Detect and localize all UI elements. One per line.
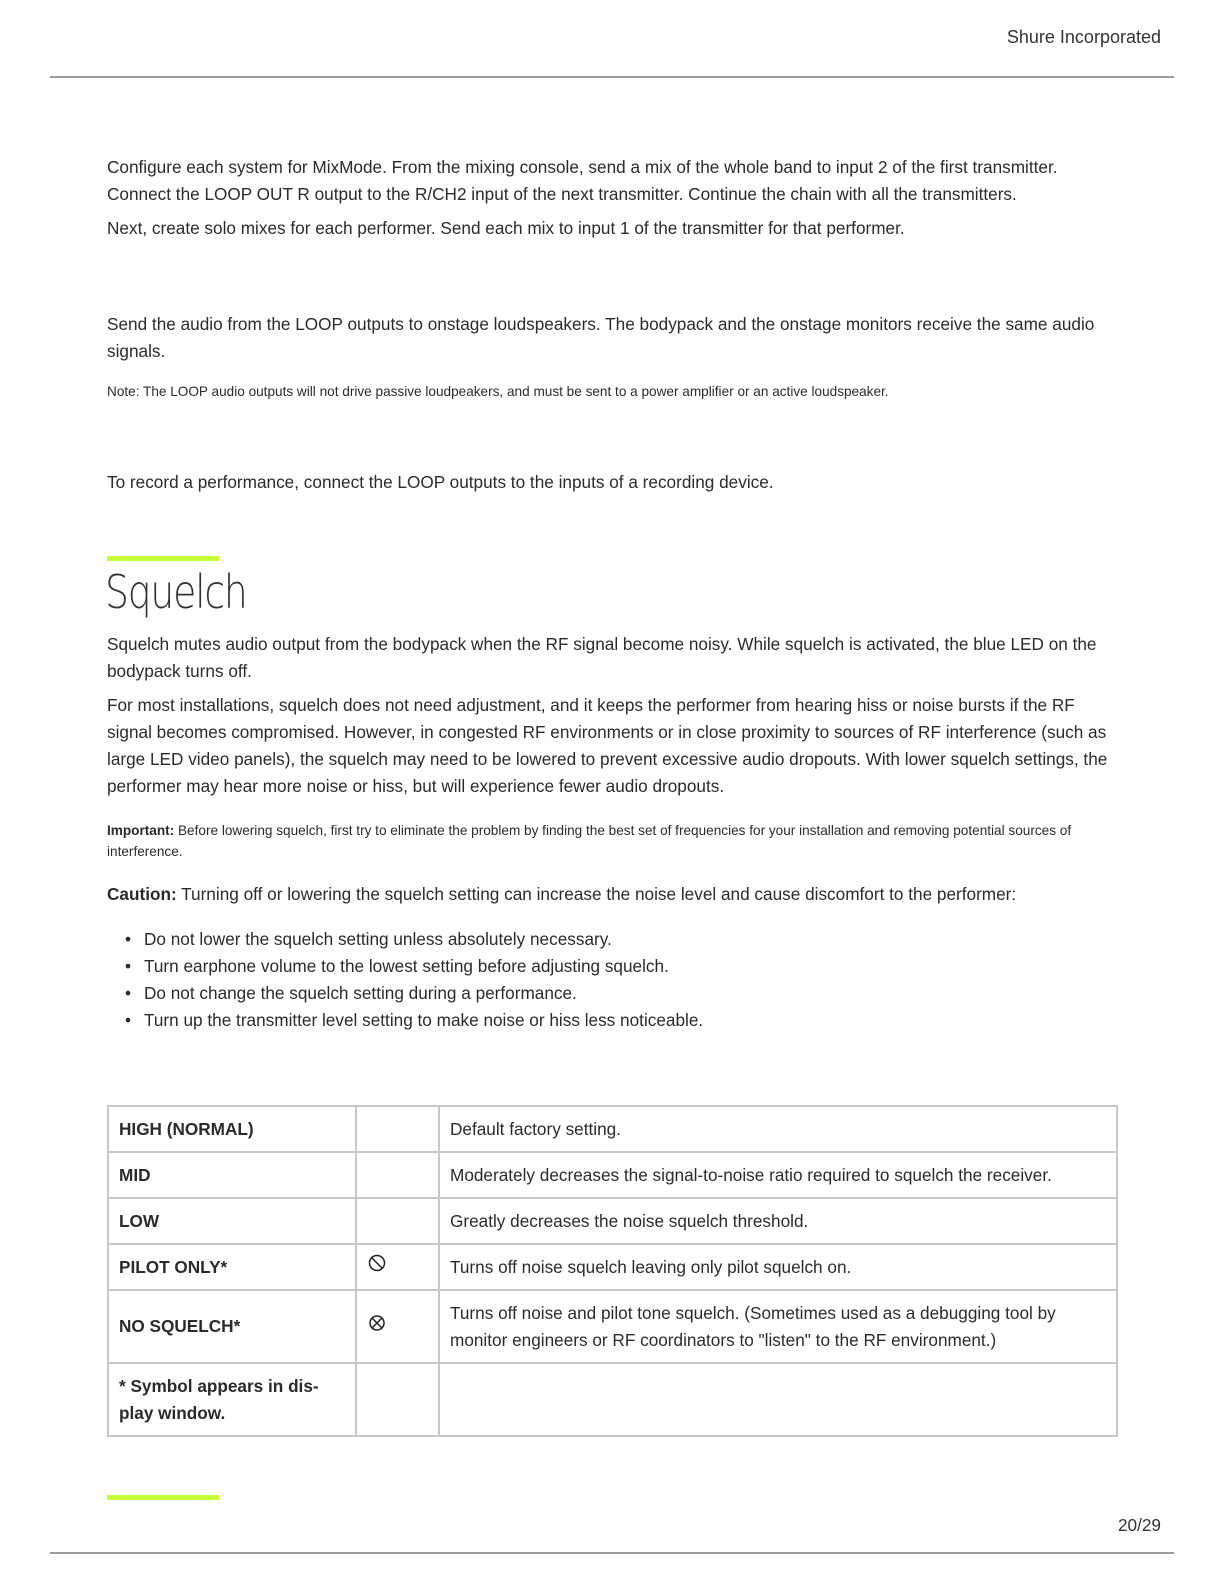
next-section-accent-bar [107, 1495, 219, 1500]
intro-text-4: To record a performance, connect the LOOP outputs to the inputs of a recording device. [107, 472, 774, 492]
caution-list [107, 926, 1117, 1034]
intro-paragraph-4 [107, 469, 1117, 496]
table-cell-description: Greatly decreases the noise squelch threshold. [439, 1198, 1117, 1244]
table-cell-symbol [356, 1198, 439, 1244]
list-item-text: Turn earphone volume to the lowest setting before adjusting squelch. [144, 956, 669, 976]
table-row [108, 1244, 1117, 1290]
intro-paragraph-1 [107, 154, 1117, 208]
intro-paragraph-2 [107, 215, 1117, 242]
list-item [107, 1007, 1117, 1034]
section-accent-bar [107, 556, 219, 561]
no-squelch-icon [367, 1313, 387, 1333]
table-cell-setting: PILOT ONLY* [108, 1244, 356, 1290]
pilot-only-icon [367, 1253, 387, 1273]
table-row [108, 1290, 1117, 1363]
table-cell-description: Default factory setting. [439, 1106, 1117, 1152]
intro-text-3: Send the audio from the LOOP outputs to onstage loudspeakers. The bodypack and the onstage monitors receive the same audio signals. [107, 314, 1095, 361]
list-item [107, 953, 1117, 980]
squelch-paragraph-1 [107, 631, 1117, 685]
caution-text: Turning off or lowering the squelch setting can increase the noise level and cause discomfort to the performer: [176, 884, 1017, 904]
table-cell-setting: HIGH (NORMAL) [108, 1106, 356, 1152]
table-row [108, 1198, 1117, 1244]
header-rule [50, 76, 1174, 78]
squelch-paragraph-2 [107, 692, 1117, 800]
table-cell-symbol [356, 1152, 439, 1198]
squelch-text-1: Squelch mutes audio output from the bodypack when the RF signal become noisy. While squelch is activated, the blue LED on the bodypack turns off. [107, 634, 1097, 681]
list-item-text: Turn up the transmitter level setting to make noise or hiss less noticeable. [144, 1010, 704, 1030]
important-text: Before lowering squelch, first try to eliminate the problem by finding the best set of frequencies for your installation and removing potential sources of interference. [107, 823, 1072, 859]
intro-text-2: Next, create solo mixes for each performer. Send each mix to input 1 of the transmitter for that performer. [107, 218, 905, 238]
table-cell-symbol [356, 1244, 439, 1290]
table-cell-setting: MID [108, 1152, 356, 1198]
table-row [108, 1363, 1117, 1436]
section-title: Squelch [105, 565, 247, 619]
footer-rule [50, 1552, 1174, 1554]
table-cell-description [439, 1363, 1117, 1436]
important-label: Important: [107, 823, 175, 838]
bullet-icon: • [125, 956, 132, 976]
table-row [108, 1152, 1117, 1198]
caution-label: Caution: [107, 884, 177, 904]
bullet-icon: • [125, 929, 132, 949]
caution-note [107, 881, 1117, 908]
header-company-name: Shure Incorporated [1006, 27, 1161, 47]
bullet-icon: • [125, 1010, 132, 1030]
list-item [107, 926, 1117, 953]
note-text: Note: The LOOP audio outputs will not drive passive loudpeakers, and must be sent to a power amplifier or an active loudspeaker. [107, 384, 889, 399]
table-cell-description: Turns off noise and pilot tone squelch. (Sometimes used as a debugging tool by monitor engineers or RF coordinators to "listen" to the RF environment.) [439, 1290, 1117, 1363]
table-cell-symbol [356, 1363, 439, 1436]
important-note [107, 820, 1117, 862]
intro-paragraph-3 [107, 311, 1117, 365]
squelch-settings-table [107, 1105, 1118, 1437]
table-cell-setting: LOW [108, 1198, 356, 1244]
list-item [107, 980, 1117, 1007]
table-cell-symbol [356, 1106, 439, 1152]
list-item-text: Do not lower the squelch setting unless absolutely necessary. [144, 929, 612, 949]
bullet-icon: • [125, 983, 132, 1003]
table-cell-symbol [356, 1290, 439, 1363]
table-cell-footnote: * Symbol appears in dis-play window. [108, 1363, 356, 1436]
table-cell-description: Moderately decreases the signal-to-noise ratio required to squelch the receiver. [439, 1152, 1117, 1198]
intro-text-1: Configure each system for MixMode. From the mixing console, send a mix of the whole band to input 2 of the first transmitter. Connect the LOOP OUT R output to the R/CH2 input of the next transmitter. Continue the chain with all the transmitters. [107, 157, 1058, 204]
table-row [108, 1106, 1117, 1152]
table-cell-description: Turns off noise squelch leaving only pilot squelch on. [439, 1244, 1117, 1290]
list-item-text: Do not change the squelch setting during a performance. [144, 983, 577, 1003]
page-number: 20/29 [1117, 1515, 1161, 1535]
table-cell-setting: NO SQUELCH* [108, 1290, 356, 1363]
intro-note [107, 381, 1117, 402]
squelch-text-2: For most installations, squelch does not need adjustment, and it keeps the performer from hearing hiss or noise bursts if the RF signal becomes compromised. However, in congested RF environments or in close proximity to sources of RF interference (such as large LED video panels), the squelch may need to be lowered to prevent excessive audio dropouts. With lower squelch settings, the performer may hear more noise or hiss, but will experience fewer audio dropouts. [107, 695, 1108, 796]
